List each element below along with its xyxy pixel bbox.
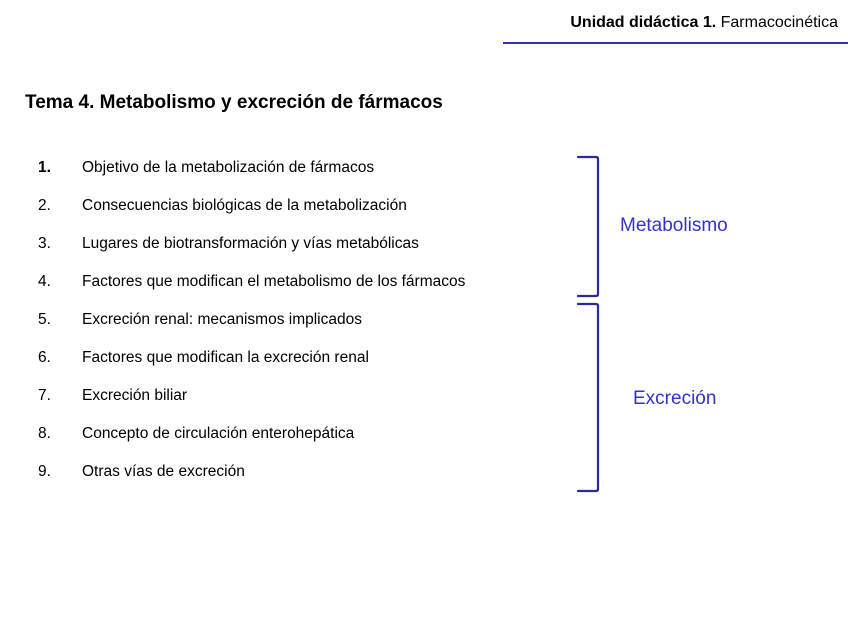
unit-subject: Farmacocinética	[720, 14, 838, 31]
topic-number: 7.	[38, 387, 51, 404]
topic-item-7	[38, 387, 465, 425]
topic-item-8	[38, 425, 465, 463]
topic-label: Objetivo de la metabolización de fármacos	[82, 159, 375, 176]
topic-item-6	[38, 349, 465, 387]
topic-label: Concepto de circulación enterohepática	[82, 425, 355, 442]
metabolismo-brace	[578, 157, 598, 296]
topic-label: Excreción renal: mecanismos implicados	[82, 311, 362, 328]
topic-list	[38, 159, 465, 501]
topic-label: Excreción biliar	[82, 387, 188, 404]
group-braces	[560, 0, 620, 636]
topic-label: Consecuencias biológicas de la metabolización	[82, 197, 407, 214]
topic-item-1	[38, 159, 465, 197]
topic-number: 6.	[38, 349, 51, 366]
topic-label: Otras vías de excreción	[82, 463, 245, 480]
group-label-metabolismo: Metabolismo	[620, 215, 728, 236]
topic-number: 1.	[38, 159, 51, 176]
topic-number: 4.	[38, 273, 51, 290]
topic-label: Factores que modifican el metabolismo de los fármacos	[82, 273, 466, 290]
topic-item-5	[38, 311, 465, 349]
topic-number: 2.	[38, 197, 51, 214]
topic-item-2	[38, 197, 465, 235]
topic-item-9	[38, 463, 465, 501]
group-label-excrecion: Excreción	[633, 388, 717, 409]
excrecion-brace	[578, 304, 598, 491]
topic-number: 5.	[38, 311, 51, 328]
slide-title: Tema 4. Metabolismo y excreción de fármacos	[25, 92, 443, 113]
topic-item-3	[38, 235, 465, 273]
header-divider	[503, 42, 848, 44]
topic-label: Lugares de biotransformación y vías metabólicas	[82, 235, 419, 252]
topic-item-4	[38, 273, 465, 311]
topic-number: 8.	[38, 425, 51, 442]
topic-number: 3.	[38, 235, 51, 252]
topic-label: Factores que modifican la excreción renal	[82, 349, 369, 366]
topic-number: 9.	[38, 463, 51, 480]
unit-label: Unidad didáctica 1.	[570, 14, 717, 31]
